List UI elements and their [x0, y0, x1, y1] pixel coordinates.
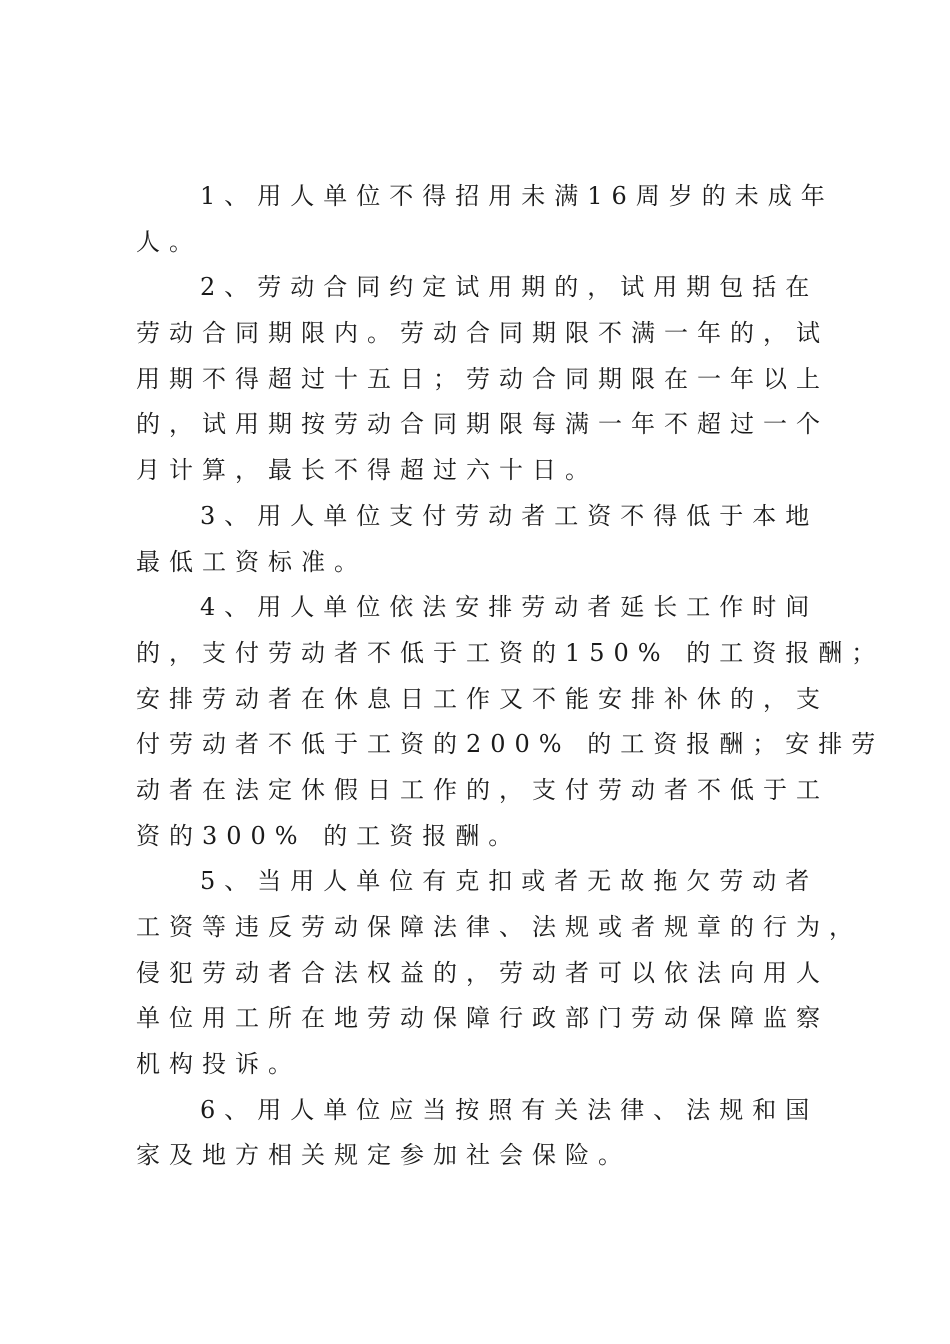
item-5-line-3: 侵犯劳动者合法权益的，劳动者可以依法向用人	[136, 958, 829, 987]
item-2-line-5: 月计算，最长不得超过六十日。	[136, 456, 598, 485]
item-2-line-2: 劳动合同期限内。劳动合同期限不满一年的，试	[136, 319, 829, 348]
item-1-line-2: 人。	[136, 227, 202, 256]
item-4-line-5: 动者在法定休假日工作的，支付劳动者不低于工	[136, 775, 829, 804]
item-5-line-1: 5、当用人单位有克扣或者无故拖欠劳动者	[200, 867, 819, 896]
item-3-line-2: 最低工资标准。	[136, 547, 367, 576]
item-1-line-1: 1、用人单位不得招用未满16周岁的未成年	[200, 182, 834, 210]
document-body	[136, 174, 885, 1179]
item-4-line-3: 安排劳动者在休息日工作又不能安排补休的，支	[136, 684, 829, 713]
item-4-line-4: 付劳动者不低于工资的200% 的工资报酬；安排劳	[136, 730, 885, 759]
item-2-line-4: 的，试用期按劳动合同期限每满一年不超过一个	[136, 410, 829, 439]
item-4-line-1: 4、用人单位依法安排劳动者延长工作时间	[200, 593, 819, 622]
item-2-line-1: 2、劳动合同约定试用期的，试用期包括在	[200, 273, 819, 302]
item-5-line-5: 机构投诉。	[136, 1050, 301, 1079]
item-3-line-1: 3、用人单位支付劳动者工资不得低于本地	[200, 501, 819, 530]
item-6-line-1: 6、用人单位应当按照有关法律、法规和国	[200, 1095, 819, 1124]
item-4-line-6: 资的300% 的工资报酬。	[136, 821, 522, 850]
item-5-line-2: 工资等违反劳动保障法律、法规或者规章的行为，	[136, 913, 862, 941]
item-5-line-4: 单位用工所在地劳动保障行政部门劳动保障监察	[136, 1004, 829, 1033]
item-6-line-2: 家及地方相关规定参加社会保险。	[136, 1141, 631, 1170]
item-4-line-2: 的，支付劳动者不低于工资的150% 的工资报酬；	[136, 638, 885, 667]
item-2-line-3: 用期不得超过十五日；劳动合同期限在一年以上	[136, 364, 829, 393]
